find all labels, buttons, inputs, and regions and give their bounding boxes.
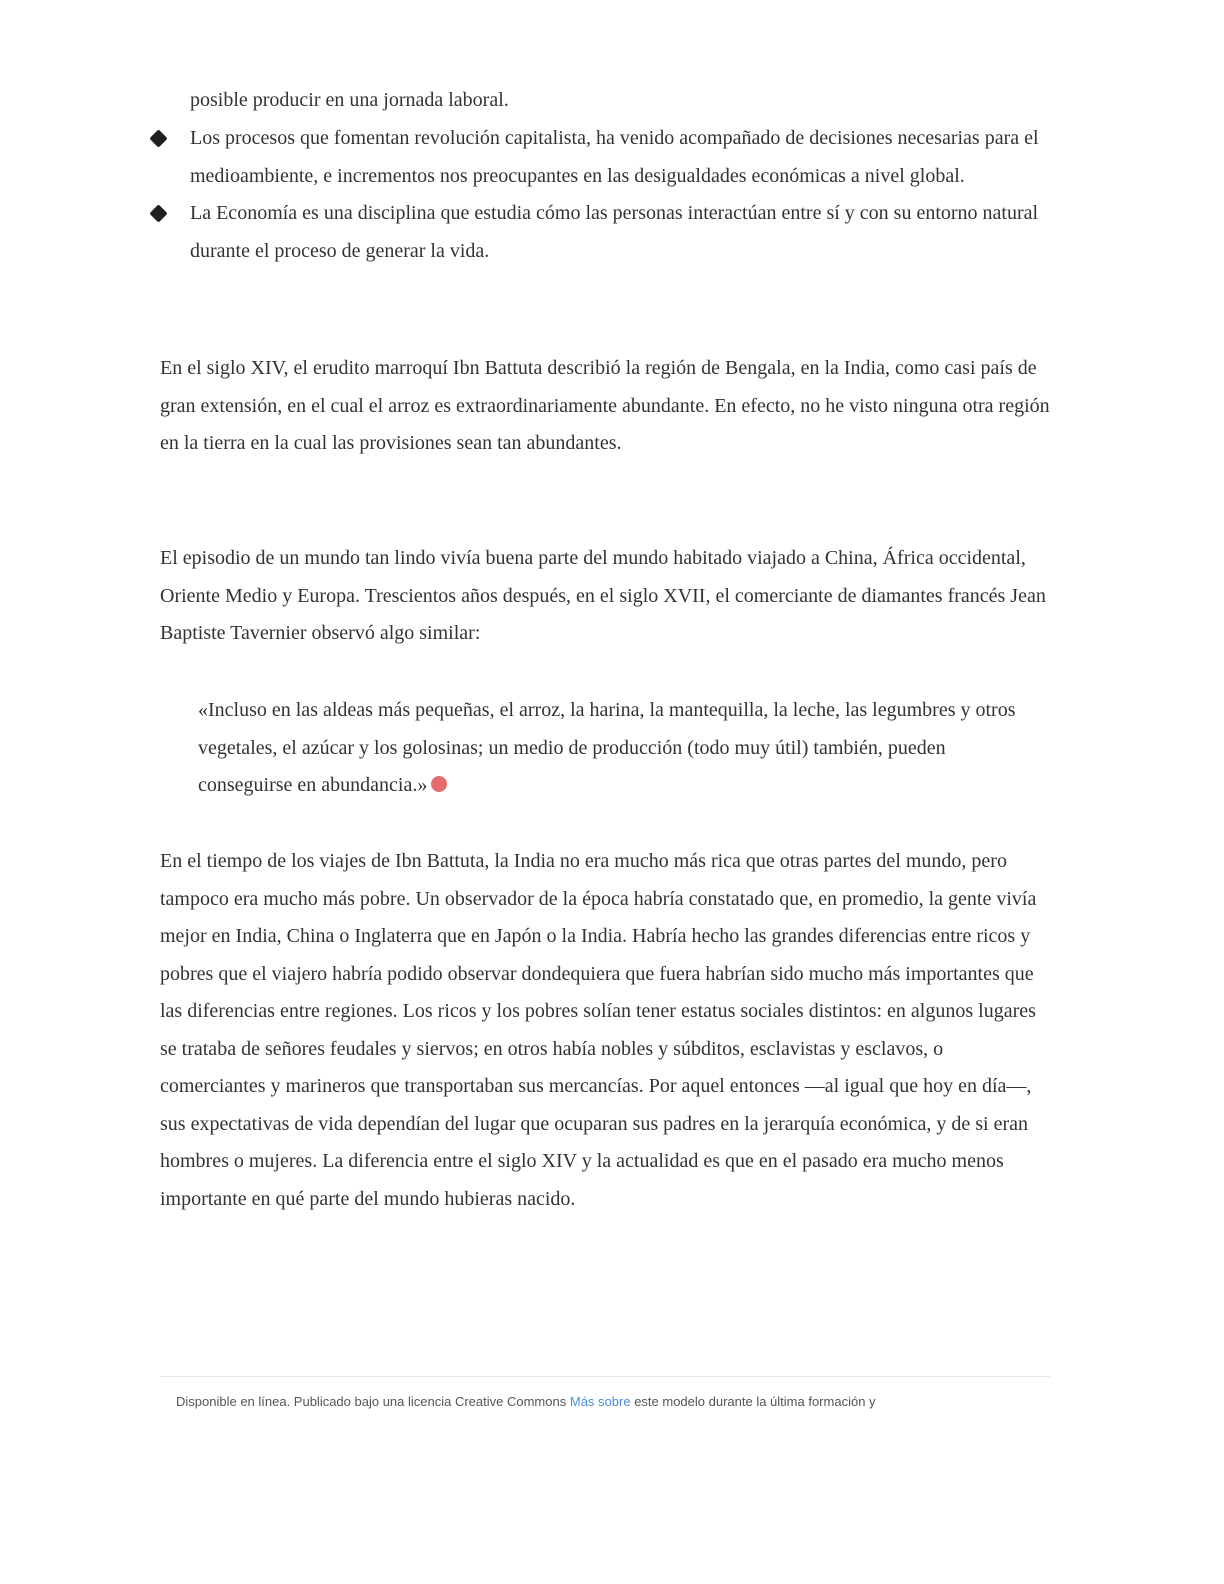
list-item	[150, 195, 1050, 270]
bullet-icon	[149, 129, 167, 147]
block-quote	[198, 692, 1018, 805]
footer-link[interactable]: Más sobre	[569, 1394, 631, 1409]
paragraph-text: En el tiempo de los viajes de Ibn Battuta, la India no era mucho más rica que otras partes del mundo, pero tampoco era mucho más pobre. Un observador de la época habría constatado que, en promedio, la gente vivía mejor en India, China o Inglaterra que en Japón o la India. Habría hecho las grandes diferencias entre ricos y pobres que el viajero habría podido observar dondequiera que fuera habrían sido mucho más importantes que las diferencias entre regiones. Los ricos y los pobres solían tener estatus sociales distintos: en algunos lugares se trataba de señores feudales y siervos; en otros había nobles y súbditos, esclavistas y esclavos, o comerciantes y marineros que transportaban sus mercancías. Por aquel entonces —al igual que hoy en día—, sus expectativas de vida dependían del lugar que ocuparan sus padres en la jerarquía económica, y de si eran hombres o mujeres. La diferencia entre el siglo XIV y la actualidad es que en el pasado era mucho menos importante en qué parte del mundo hubieras nacido.	[160, 850, 1037, 1210]
paragraph	[160, 540, 1050, 653]
paragraph-text: En el siglo XIV, el erudito marroquí Ibn Battuta describió la región de Bengala, en la India, como casi país de gran extensión, en el cual el arroz es extraordinariamente abundante. En efecto, no he visto ninguna otra región en la tierra en la cual las provisiones sean tan abundantes.	[160, 357, 1050, 454]
paragraph	[160, 350, 1050, 463]
list-item	[150, 120, 1050, 195]
bullet-icon	[149, 204, 167, 222]
quote-text: «Incluso en las aldeas más pequeñas, el arroz, la harina, la mantequilla, la leche, las legumbres y otros vegetales, el azúcar y los golosinas; un medio de producción (todo muy útil) también, pueden conseguirse en abundancia.»	[198, 699, 1016, 796]
footnote-marker-icon[interactable]	[431, 776, 447, 792]
paragraph	[160, 843, 1050, 1218]
paragraph-text: El episodio de un mundo tan lindo vivía buena parte del mundo habitado viajado a China, África occidental, Oriente Medio y Europa. Trescientos años después, en el siglo XVII, el comerciante de diamantes francés Jean Baptiste Tavernier observó algo similar:	[160, 547, 1046, 644]
list-item-text: Los procesos que fomentan revolución capitalista, ha venido acompañado de decisiones necesarias para el medioambiente, e incrementos nos preocupantes en las desigualdades económicas a nivel global.	[190, 127, 1039, 187]
footer-text: Disponible en línea. Publicado bajo una licencia Creative Commons	[176, 1394, 567, 1409]
page-footer	[176, 1392, 1036, 1412]
bullet-list	[150, 120, 1050, 270]
list-item-text: La Economía es una disciplina que estudia cómo las personas interactúan entre sí y con su entorno natural durante el proceso de generar la vida.	[190, 202, 1039, 262]
footer-divider	[160, 1376, 1050, 1377]
continued-bullet-text: posible producir en una jornada laboral.	[190, 89, 509, 111]
footer-text-after: este modelo durante la última formación y	[634, 1394, 876, 1409]
